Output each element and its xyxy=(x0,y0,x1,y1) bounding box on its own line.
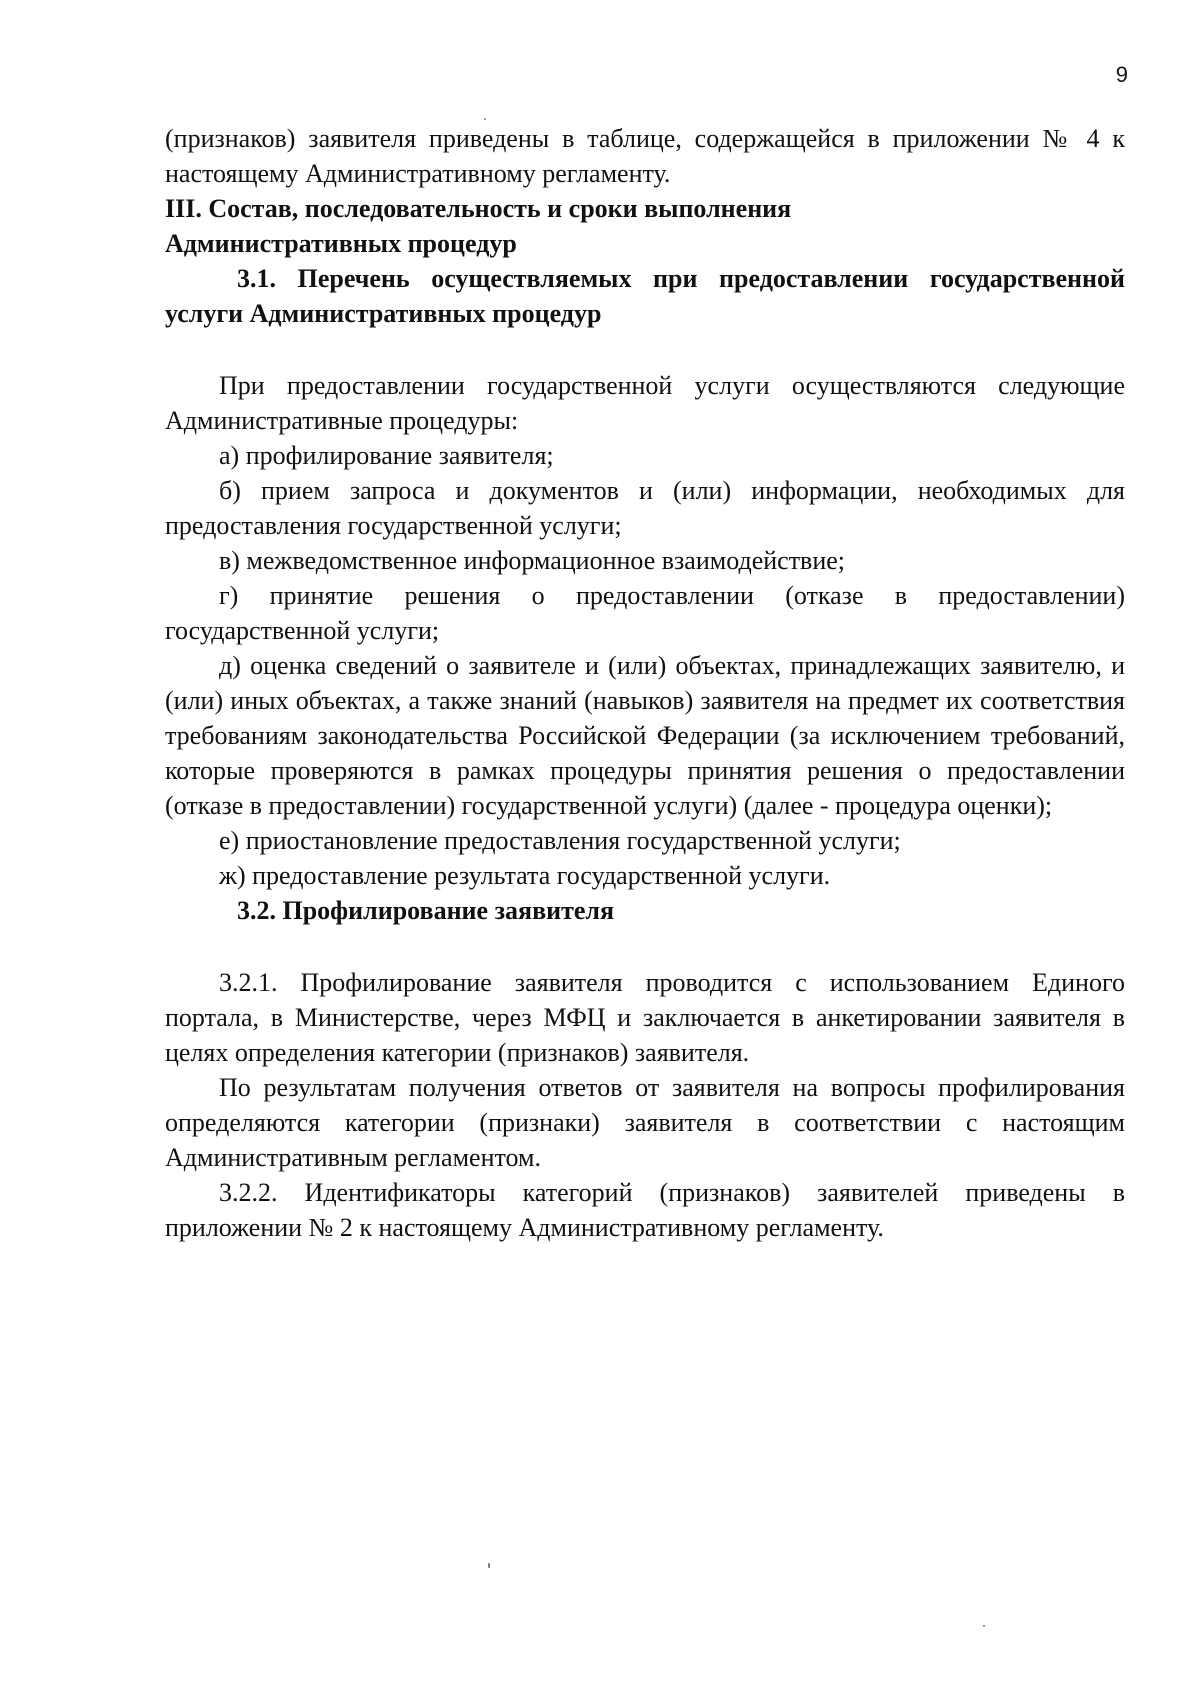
list-item-d: д) оценка сведений о заявителе и (или) объектах, принадлежащих заявителю, и (или) иных объектах, а также знаний (навыков) заявителя на предмет их соответствия требованиям законодательства Российской Федерации (за исключением требований, которые проверяются в рамках процедуры принятия решения о предоставлении (отказе в предоставлении) государственной услуги) (далее - процедура оценки); xyxy=(165,651,1125,820)
list-item-g: г) принятие решения о предоставлении (отказе в предоставлении) государственной услуги; xyxy=(165,581,1125,645)
list-item-v: в) межведомственное информационное взаимодействие; xyxy=(219,546,846,575)
list-item-a: а) профилирование заявителя; xyxy=(219,441,554,470)
subsection-3-2-title: 3.2. Профилирование заявителя xyxy=(237,896,615,925)
paragraph-3-2-1: 3.2.1. Профилирование заявителя проводится с использованием Единого портала, в Министерстве, через МФЦ и заключается в анкетировании заявителя в целях определения категории (признаков) заявителя. xyxy=(165,968,1125,1067)
section-3-title-line-1: III. Состав, последовательность и сроки выполнения xyxy=(165,194,792,223)
list-item-b: б) прием запроса и документов и (или) информации, необходимых для предоставления государственной услуги; xyxy=(165,476,1125,540)
list-item-e: е) приостановление предоставления государственной услуги; xyxy=(219,826,901,855)
scan-speck xyxy=(983,1625,985,1627)
subsection-3-1-intro: При предоставлении государственной услуги осуществляются следующие Административные процедуры: xyxy=(165,371,1125,435)
document-body xyxy=(165,121,1125,1245)
scan-speck xyxy=(488,1563,490,1568)
subsection-3-1-title: 3.1. Перечень осуществляемых при предоставлении государственной услуги Административных процедур xyxy=(165,264,1125,328)
scan-speck xyxy=(484,118,486,120)
paragraph-profiling-results: По результатам получения ответов от заявителя на вопросы профилирования определяются категории (признаки) заявителя в соответствии с настоящим Административным регламентом. xyxy=(165,1073,1125,1172)
list-item-zh: ж) предоставление результата государственной услуги. xyxy=(219,861,831,890)
intro-continuation: (признаков) заявителя приведены в таблице, содержащейся в приложении № 4 к настоящему Административному регламенту. xyxy=(165,124,1125,188)
paragraph-3-2-2: 3.2.2. Идентификаторы категорий (признаков) заявителей приведены в приложении № 2 к настоящему Административному регламенту. xyxy=(165,1178,1125,1242)
page-number: 9 xyxy=(1115,62,1128,87)
section-3-title-line-2: Административных процедур xyxy=(165,229,517,258)
